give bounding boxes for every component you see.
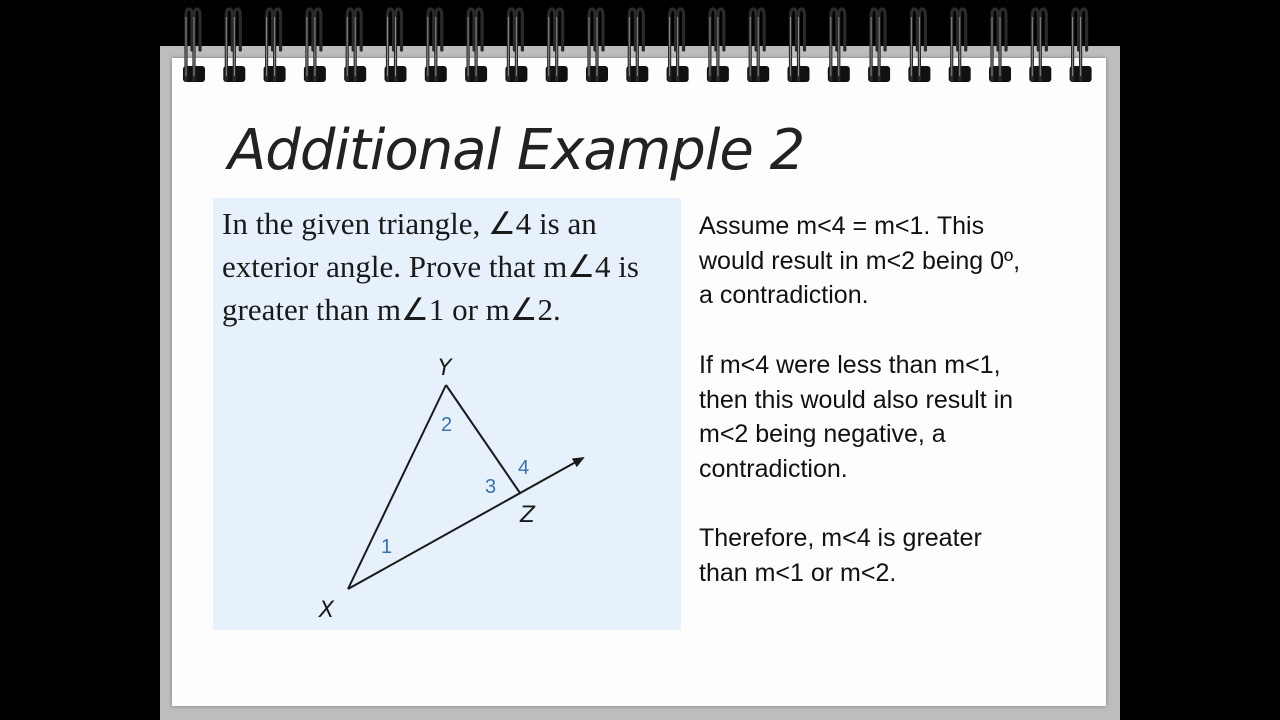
explanation-line: contradiction. bbox=[699, 454, 848, 483]
explanation-line: a contradiction. bbox=[699, 281, 869, 309]
explanation-paragraph-1 bbox=[699, 209, 1089, 313]
slide-title: Additional Example 2 bbox=[228, 118, 805, 183]
angle-label-2: 2 bbox=[441, 414, 453, 436]
explanation-line: then this would also result in bbox=[699, 385, 1014, 414]
explanation-line: would result in m<2 being 0º, bbox=[699, 246, 1021, 275]
vertex-label-y: Y bbox=[438, 356, 452, 381]
vertex-label-z: Z bbox=[520, 503, 536, 528]
ray-xz-extended bbox=[348, 458, 583, 589]
explanation-line: m<2 being negative, a bbox=[699, 420, 946, 448]
angle-label-3: 3 bbox=[485, 476, 497, 498]
vertex-label-x: X bbox=[319, 598, 335, 623]
problem-statement bbox=[222, 202, 682, 331]
explanation-line: Assume m<4 = m<1. This bbox=[699, 212, 985, 240]
side-yz bbox=[446, 385, 520, 493]
angle-label-1: 1 bbox=[381, 536, 393, 558]
problem-line: In the given triangle, ∠4 is an bbox=[222, 206, 597, 241]
problem-line: exterior angle. Prove that m∠4 is bbox=[222, 249, 639, 284]
explanation-line: than m<1 or m<2. bbox=[699, 558, 897, 587]
triangle-diagram bbox=[213, 340, 681, 630]
explanation-paragraph-2 bbox=[699, 348, 1089, 486]
problem-line: greater than m∠1 or m∠2. bbox=[222, 292, 561, 327]
explanation-paragraph-3 bbox=[699, 521, 1089, 590]
side-xy bbox=[348, 385, 446, 589]
explanation-line: Therefore, m<4 is greater bbox=[699, 524, 982, 552]
angle-label-4: 4 bbox=[518, 457, 530, 479]
explanation-line: If m<4 were less than m<1, bbox=[699, 351, 1001, 379]
